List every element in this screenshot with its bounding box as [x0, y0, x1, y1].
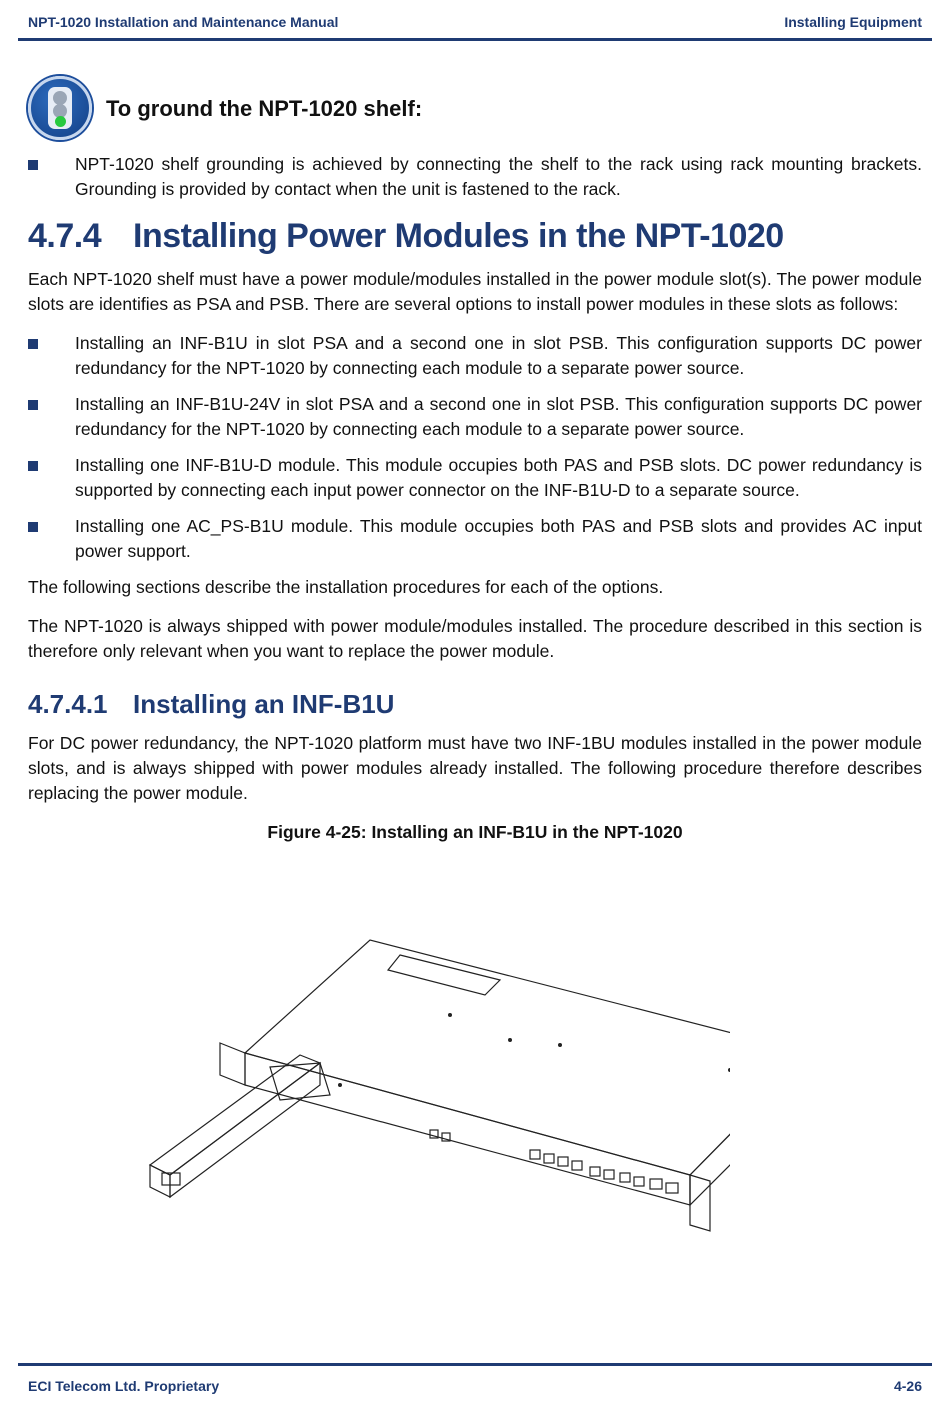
- chassis-top: [245, 940, 730, 1175]
- list-item: Installing one INF-B1U-D module. This module occupies both PAS and PSB slots. DC power redundancy is supported by connecting each input power connector on the INF-B1U-D to a separate source.: [28, 453, 922, 503]
- page-footer: [18, 1363, 932, 1406]
- options-list: [28, 331, 922, 564]
- section-intro: Each NPT-1020 shelf must have a power module/modules installed in the power module slot(s). The power module slots are identifies as PSA and PSB. There are several options to install power modules in these slots as follows:: [28, 269, 922, 314]
- subsection-heading: [28, 689, 922, 719]
- traffic-light-icon: [28, 76, 92, 140]
- power-module: [150, 1055, 320, 1175]
- procedure-bullets: [28, 152, 922, 202]
- procedure-heading: [28, 76, 922, 140]
- procedure-title: To ground the NPT-1020 shelf:: [106, 95, 423, 121]
- subsection-title: Installing an INF-B1U: [133, 689, 395, 719]
- paragraph-following: The following sections describe the installation procedures for each of the options.: [28, 577, 664, 597]
- header-chapter: Installing Equipment: [784, 14, 922, 30]
- list-item: Installing one AC_PS-B1U module. This module occupies both PAS and PSB slots and provides AC input power support.: [28, 514, 922, 564]
- section-number: 4.7.4: [28, 217, 102, 255]
- subsection-paragraph: For DC power redundancy, the NPT-1020 platform must have two INF-1BU modules installed in the power module slots, and is always shipped with power modules already installed. The following procedure therefore describes replacing the power module.: [28, 733, 922, 803]
- list-item: NPT-1020 shelf grounding is achieved by connecting the shelf to the rack using rack mounting brackets. Grounding is provided by contact when the unit is fastened to the rack.: [28, 152, 922, 202]
- section-title: Installing Power Modules in the NPT-1020: [133, 217, 784, 255]
- page-header: [18, 10, 932, 41]
- figure-caption: Figure 4-25: Installing an INF-B1U in the NPT-1020: [267, 822, 683, 842]
- header-doc-title: NPT-1020 Installation and Maintenance Manual: [28, 14, 339, 30]
- page-content: [28, 70, 922, 845]
- subsection-number: 4.7.4.1: [28, 689, 108, 719]
- footer-proprietary: ECI Telecom Ltd. Proprietary: [28, 1378, 220, 1394]
- section-heading: [28, 217, 922, 255]
- npt-1020-chassis-illustration: [130, 935, 730, 1245]
- list-item: Installing an INF-B1U-24V in slot PSA and a second one in slot PSB. This configuration supports DC power redundancy for the NPT-1020 by connecting each module to a separate power source.: [28, 392, 922, 442]
- list-item: Installing an INF-B1U in slot PSA and a second one in slot PSB. This configuration supports DC power redundancy for the NPT-1020 by connecting each module to a separate power source.: [28, 331, 922, 381]
- page-number: 4-26: [893, 1378, 922, 1394]
- paragraph-shipped: The NPT-1020 is always shipped with power module/modules installed. The procedure described in this section is therefore only relevant when you want to replace the power module.: [28, 616, 922, 661]
